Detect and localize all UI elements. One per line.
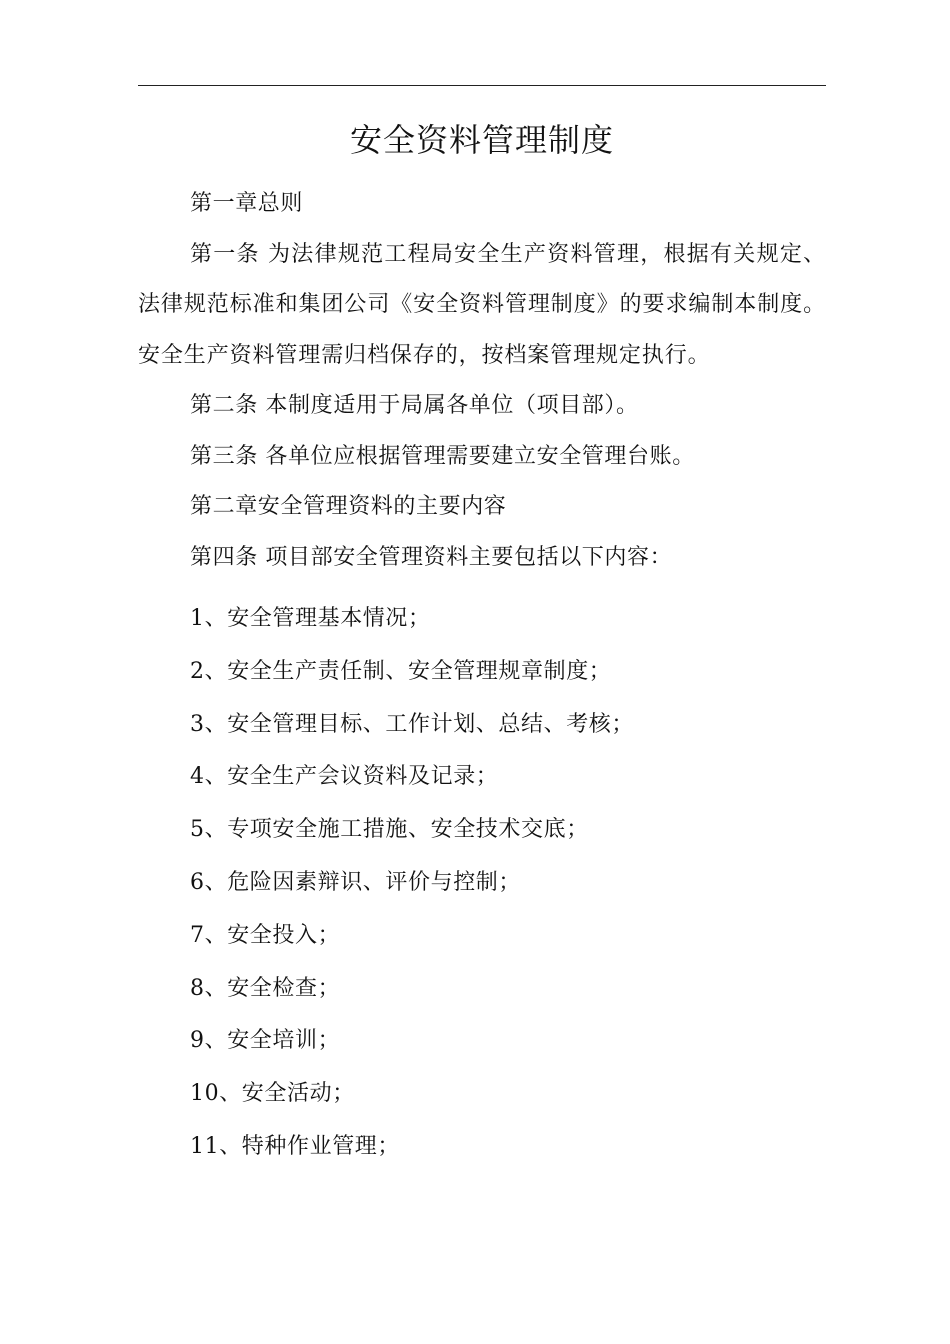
list-item: 1、安全管理基本情况； <box>190 606 431 631</box>
content-list <box>138 583 826 1174</box>
list-item: 8、安全检查； <box>190 975 341 1001</box>
list-item: 10、安全活动； <box>190 1081 355 1107</box>
article-paragraph-3: 第三条 各单位应根据管理需要建立安全管理台账。 <box>190 443 695 469</box>
list-item: 5、专项安全施工措施、安全技术交底； <box>190 817 589 843</box>
list-item: 3、安全管理目标、工作计划、总结、考核； <box>190 711 634 737</box>
list-item: 11、特种作业管理； <box>190 1133 400 1159</box>
document-title: 安全资料管理制度 <box>349 121 614 159</box>
list-item: 9、安全培训； <box>190 1028 341 1054</box>
list-item: 2、安全生产责任制、安全管理规章制度； <box>190 658 612 684</box>
list-item: 7、安全投入； <box>190 922 341 948</box>
article-paragraph-2: 第二条 本制度适用于局属各单位（项目部）。 <box>190 393 639 418</box>
header-rule <box>138 85 826 86</box>
article-paragraph-1: 第一条 为法律规范工程局安全生产资料管理，根据有关规定、法律规范标准和集团公司《安全资料管理制度》的要求编制本制度。安全生产资料管理需归档保存的，按档案管理规定执行。 <box>138 241 826 368</box>
list-item: 4、安全生产会议资料及记录； <box>190 764 499 790</box>
chapter-heading-2: 第二章安全管理资料的主要内容 <box>190 494 507 519</box>
article-paragraph-4: 第四条 项目部安全管理资料主要包括以下内容： <box>190 544 673 570</box>
list-item: 6、危险因素辩识、评价与控制； <box>190 869 521 895</box>
document-body <box>138 179 826 1174</box>
chapter-heading-1: 第一章总则 <box>190 191 304 216</box>
